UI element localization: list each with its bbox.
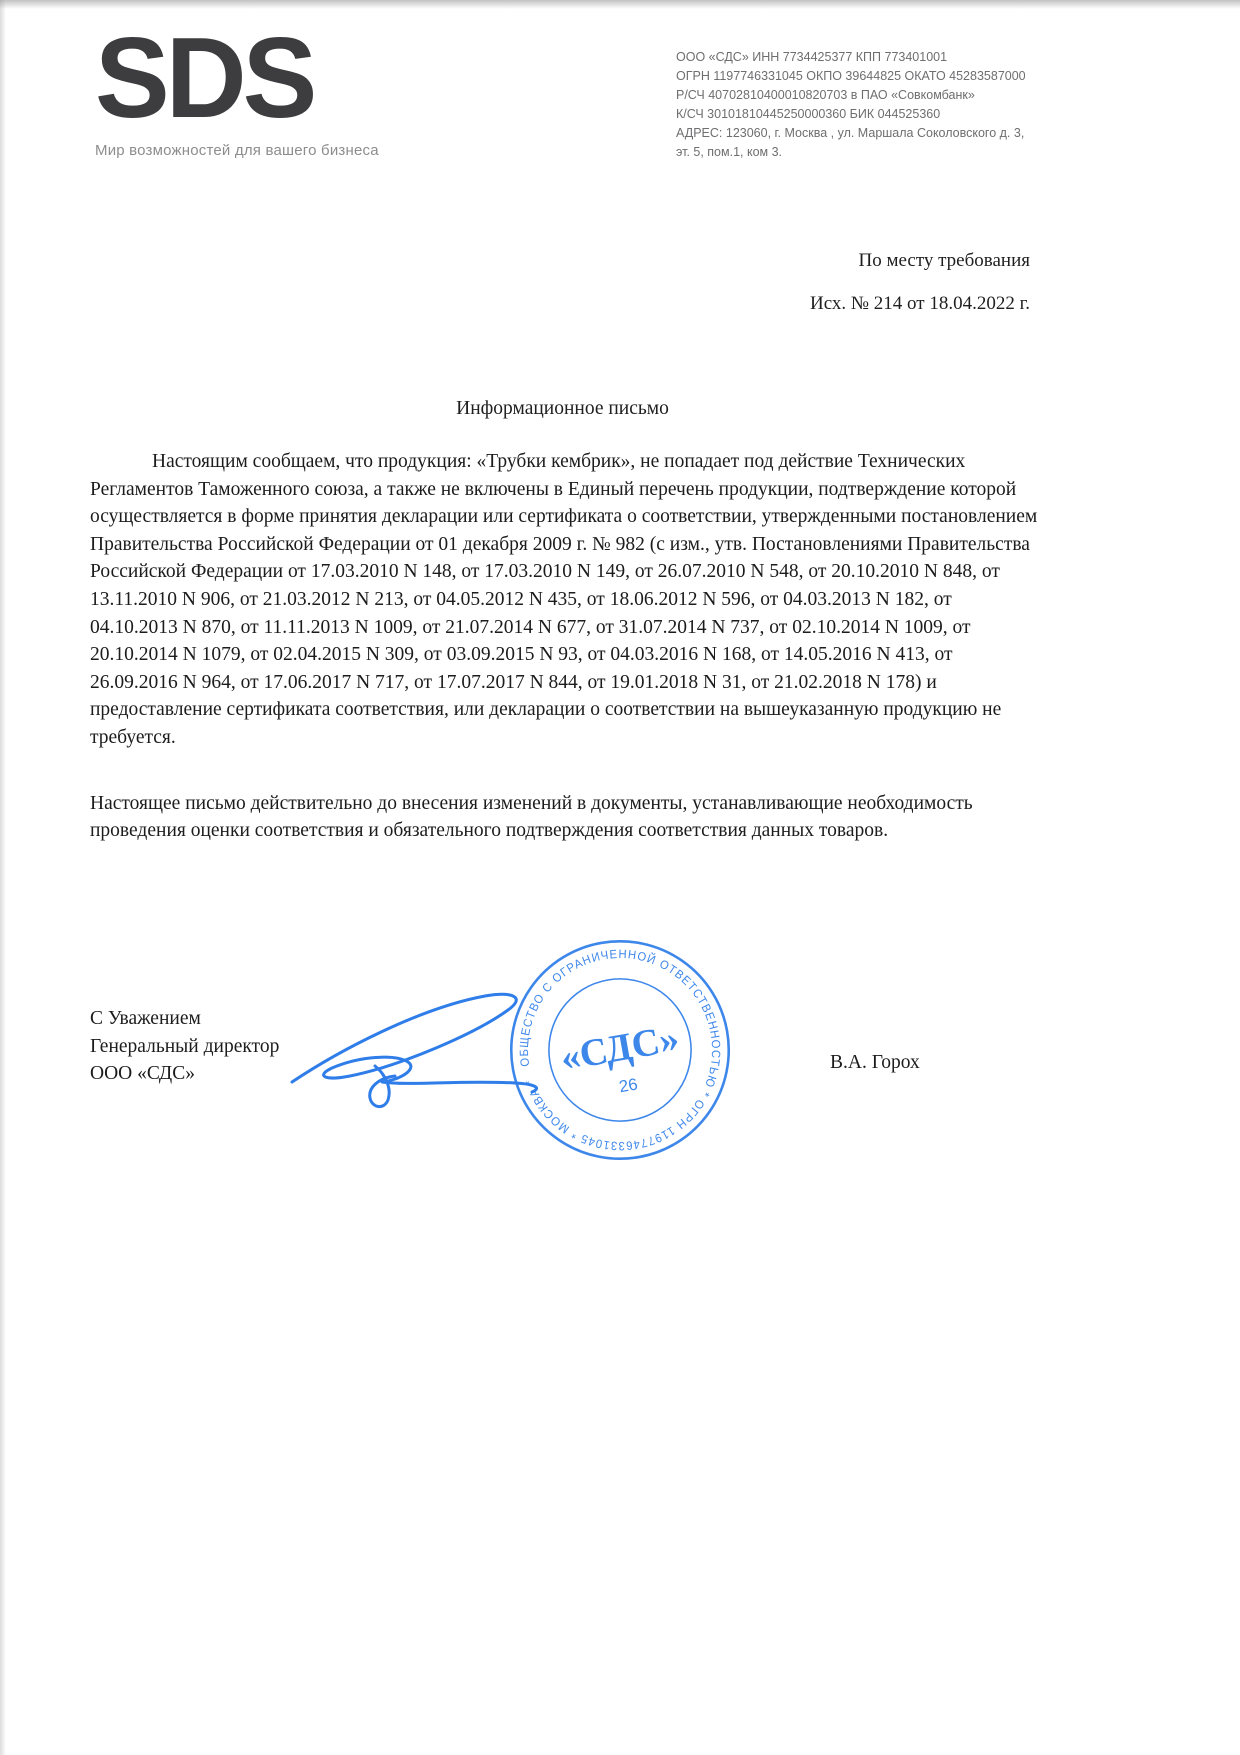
company-details-line: ОГРН 1197746331045 ОКПО 39644825 ОКАТО 45283587000 — [676, 69, 1026, 83]
company-details-line: АДРЕС: 123060, г. Москва , ул. Маршала Соколовского д. 3, — [676, 126, 1025, 140]
body-paragraph-1: Настоящим сообщаем, что продукция: «Трубки кембрик», не попадает под действие Технических Регламентов Таможенного союза, а также не включены в Единый перечень продукции, подтверждение которой осуществляется в форме принятия декларации или сертификата о соответствии, утвержденными постановлением Правительства Российской Федерации от 01 декабря 2009 г. № 982 (с изм., утв. Постановлениями Правительства Российской Федерации от 17.03.2010 N 148, от 17.03.2010 N 149, от 26.07.2010 N 548, от 20.10.2010 N 848, от 13.11.2010 N 906, от 21.03.2012 N 213, от 04.05.2012 N 435, от 18.06.2012 N 596, от 04.03.2013 N 182, от 04.10.2013 N 870, от 11.11.2013 N 1009, от 21.07.2014 N 677, от 31.07.2014 N 737, от 02.10.2014 N 1009, от 20.10.2014 N 1079, от 02.04.2015 N 309, от 03.09.2015 N 93, от 04.03.2016 N 168, от 14.05.2016 N 413, от 26.09.2016 N 964, от 17.06.2017 N 717, от 17.07.2017 N 844, от 19.01.2018 N 31, от 21.02.2018 N 178) и предоставление сертификата соответствия, или декларации о соответствии на вышеуказанную продукцию не требуется. — [90, 451, 1038, 748]
company-details-line: К/СЧ 30101810445250000360 БИК 044525360 — [676, 107, 941, 121]
reference-number-line: Исх. № 214 от 18.04.2022 г. — [810, 293, 1030, 314]
stamp-number: 26 — [617, 1074, 640, 1097]
scan-artifact-left — [0, 0, 6, 1755]
document-body — [90, 448, 1038, 845]
document-title: Информационное письмо — [456, 398, 669, 419]
company-details-line: эт. 5, пом.1, ком 3. — [676, 145, 783, 159]
closing-line-position: Генеральный директор — [90, 1035, 280, 1057]
company-details-line: Р/СЧ 40702810400010820703 в ПАО «Совкомбанк» — [676, 88, 975, 102]
stamp-ring-text: ОБЩЕСТВО С ОГРАНИЧЕННОЙ ОТВЕТСТВЕННОСТЬЮ * ОГРН 1197746331045 * МОСКВА * — [516, 946, 724, 1154]
company-details — [676, 48, 1026, 162]
scan-artifact-top — [0, 0, 1240, 9]
body-paragraph-2: Настоящее письмо действительно до внесения изменений в документы, устанавливающие необходимость проведения оценки соответствия и обязательного подтверждения соответствия данных товаров. — [90, 792, 973, 842]
closing-line-company: ООО «СДС» — [90, 1063, 195, 1084]
signer-name: В.А. Горох — [830, 1052, 920, 1073]
company-logo — [95, 13, 379, 159]
company-details-line: ООО «СДС» ИНН 7734425377 КПП 773401001 — [676, 50, 948, 64]
stamp-center-text: «СДС» — [557, 1017, 683, 1080]
closing-line-regards: С Уважением — [90, 1008, 201, 1029]
company-stamp — [487, 917, 753, 1183]
logo-tagline: Мир возможностей для вашего бизнеса — [95, 142, 379, 159]
recipient-line: По месту требования — [858, 250, 1030, 271]
closing-block — [90, 1005, 279, 1088]
logo-text: SDS — [95, 13, 314, 142]
